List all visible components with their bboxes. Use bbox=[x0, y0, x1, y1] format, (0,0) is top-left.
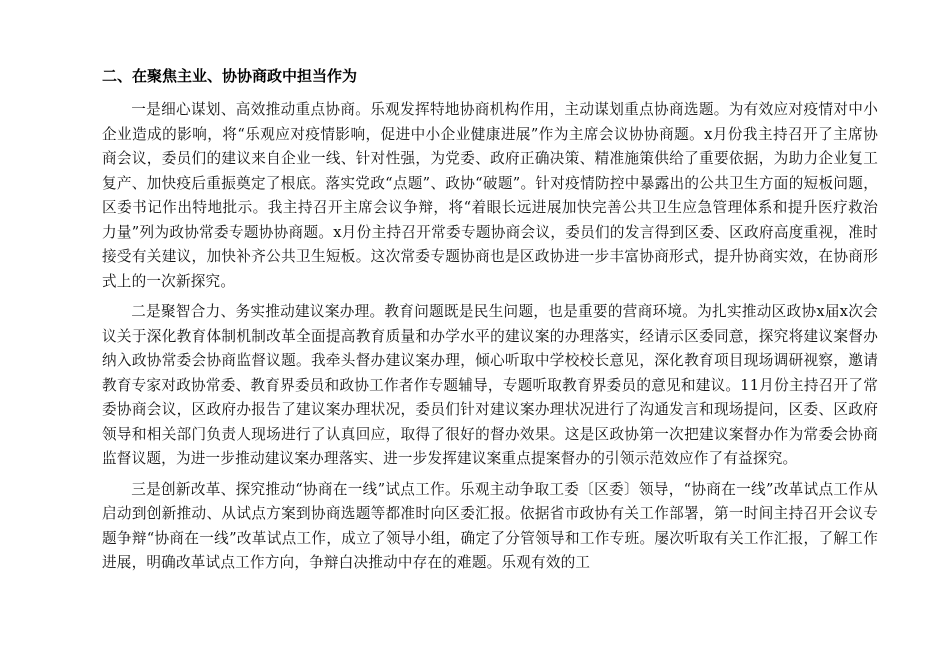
document-body bbox=[102, 98, 878, 582]
paragraph-frontline-pilot: 三是创新改革、探究推动“协商在一线”试点工作。乐观主动争取工委〔区委〕领导，“协商在一线”改革试点工作从启动到创新推动、从试点方案到协商选题等都准时向区委汇报。依据省市政协有关工作部署，第一时间主持召开会议专题争辩“协商在一线”改革试点工作，成立了领导小组，确定了分管领导和工作专班。屡次听取有关工作汇报，了解工作进展，明确改革试点工作方向，争辩白决推动中存在的难题。乐观有效的工 bbox=[102, 480, 878, 571]
paragraph-key-consultation: 一是细心谋划、高效推动重点协商。乐观发挥特地协商机构作用，主动谋划重点协商选题。为有效应对疫情对中小企业造成的影响，将“乐观应对疫情影响，促进中小企业健康进展”作为主席会议协协商题。x月份我主持召开了主席协商会议，委员们的建议来自企业一线、针对性强，为党委、政府正确决策、精准施策供给了重要依据，为助力企业复工复产、加快疫后重振奠定了根底。落实党政“点题”、政协“破题”。针对疫情防控中暴露出的公共卫生方面的短板问题，区委书记作出特地批示。我主持召开主席会议争辩，将“着眼长远进展加快完善公共卫生应急管理体系和提升医疗救治力量”列为政协常委专题协协商题。x月份主持召开常委专题协商会议，委员们的发言得到区委、区政府高度重视，准时接受有关建议，加快补齐公共卫生短板。这次常委专题协商也是区政协进一步丰富协商形式，提升协商实效，在协商形式上的一次新探究。 bbox=[102, 101, 878, 290]
section-heading: 二、在聚焦主业、协协商政中担当作为 bbox=[102, 67, 358, 85]
paragraph-proposal-handling: 二是聚智合力、务实推动建议案办理。教育问题既是民生问题，也是重要的营商环境。为扎实推动区政协x届x次会议关于深化教育体制机制改革全面提高教育质量和办学水平的建议案的办理落实，经请示区委同意，探究将建议案督办纳入政协常委会协商监督议题。我牵头督办建议案办理，倾心听取中学校校长意见，深化教育项目现场调研视察，邀请教育专家对政协常委、教育界委员和政协工作者作专题辅导，专题听取教育界委员的意见和建议。11月份主持召开了常委协商会议，区政府办报告了建议案办理状况，委员们针对建议案办理状况进行了沟通发言和现场提问，区委、区政府领导和相关部门负责人现场进行了认真回应，取得了很好的督办效果。这是区政协第一次把建议案督办作为常委会协商监督议题，为进一步推动建议案办理落实、进一步发挥建议案重点提案督办的引领示范效应作了有益探究。 bbox=[102, 303, 878, 467]
